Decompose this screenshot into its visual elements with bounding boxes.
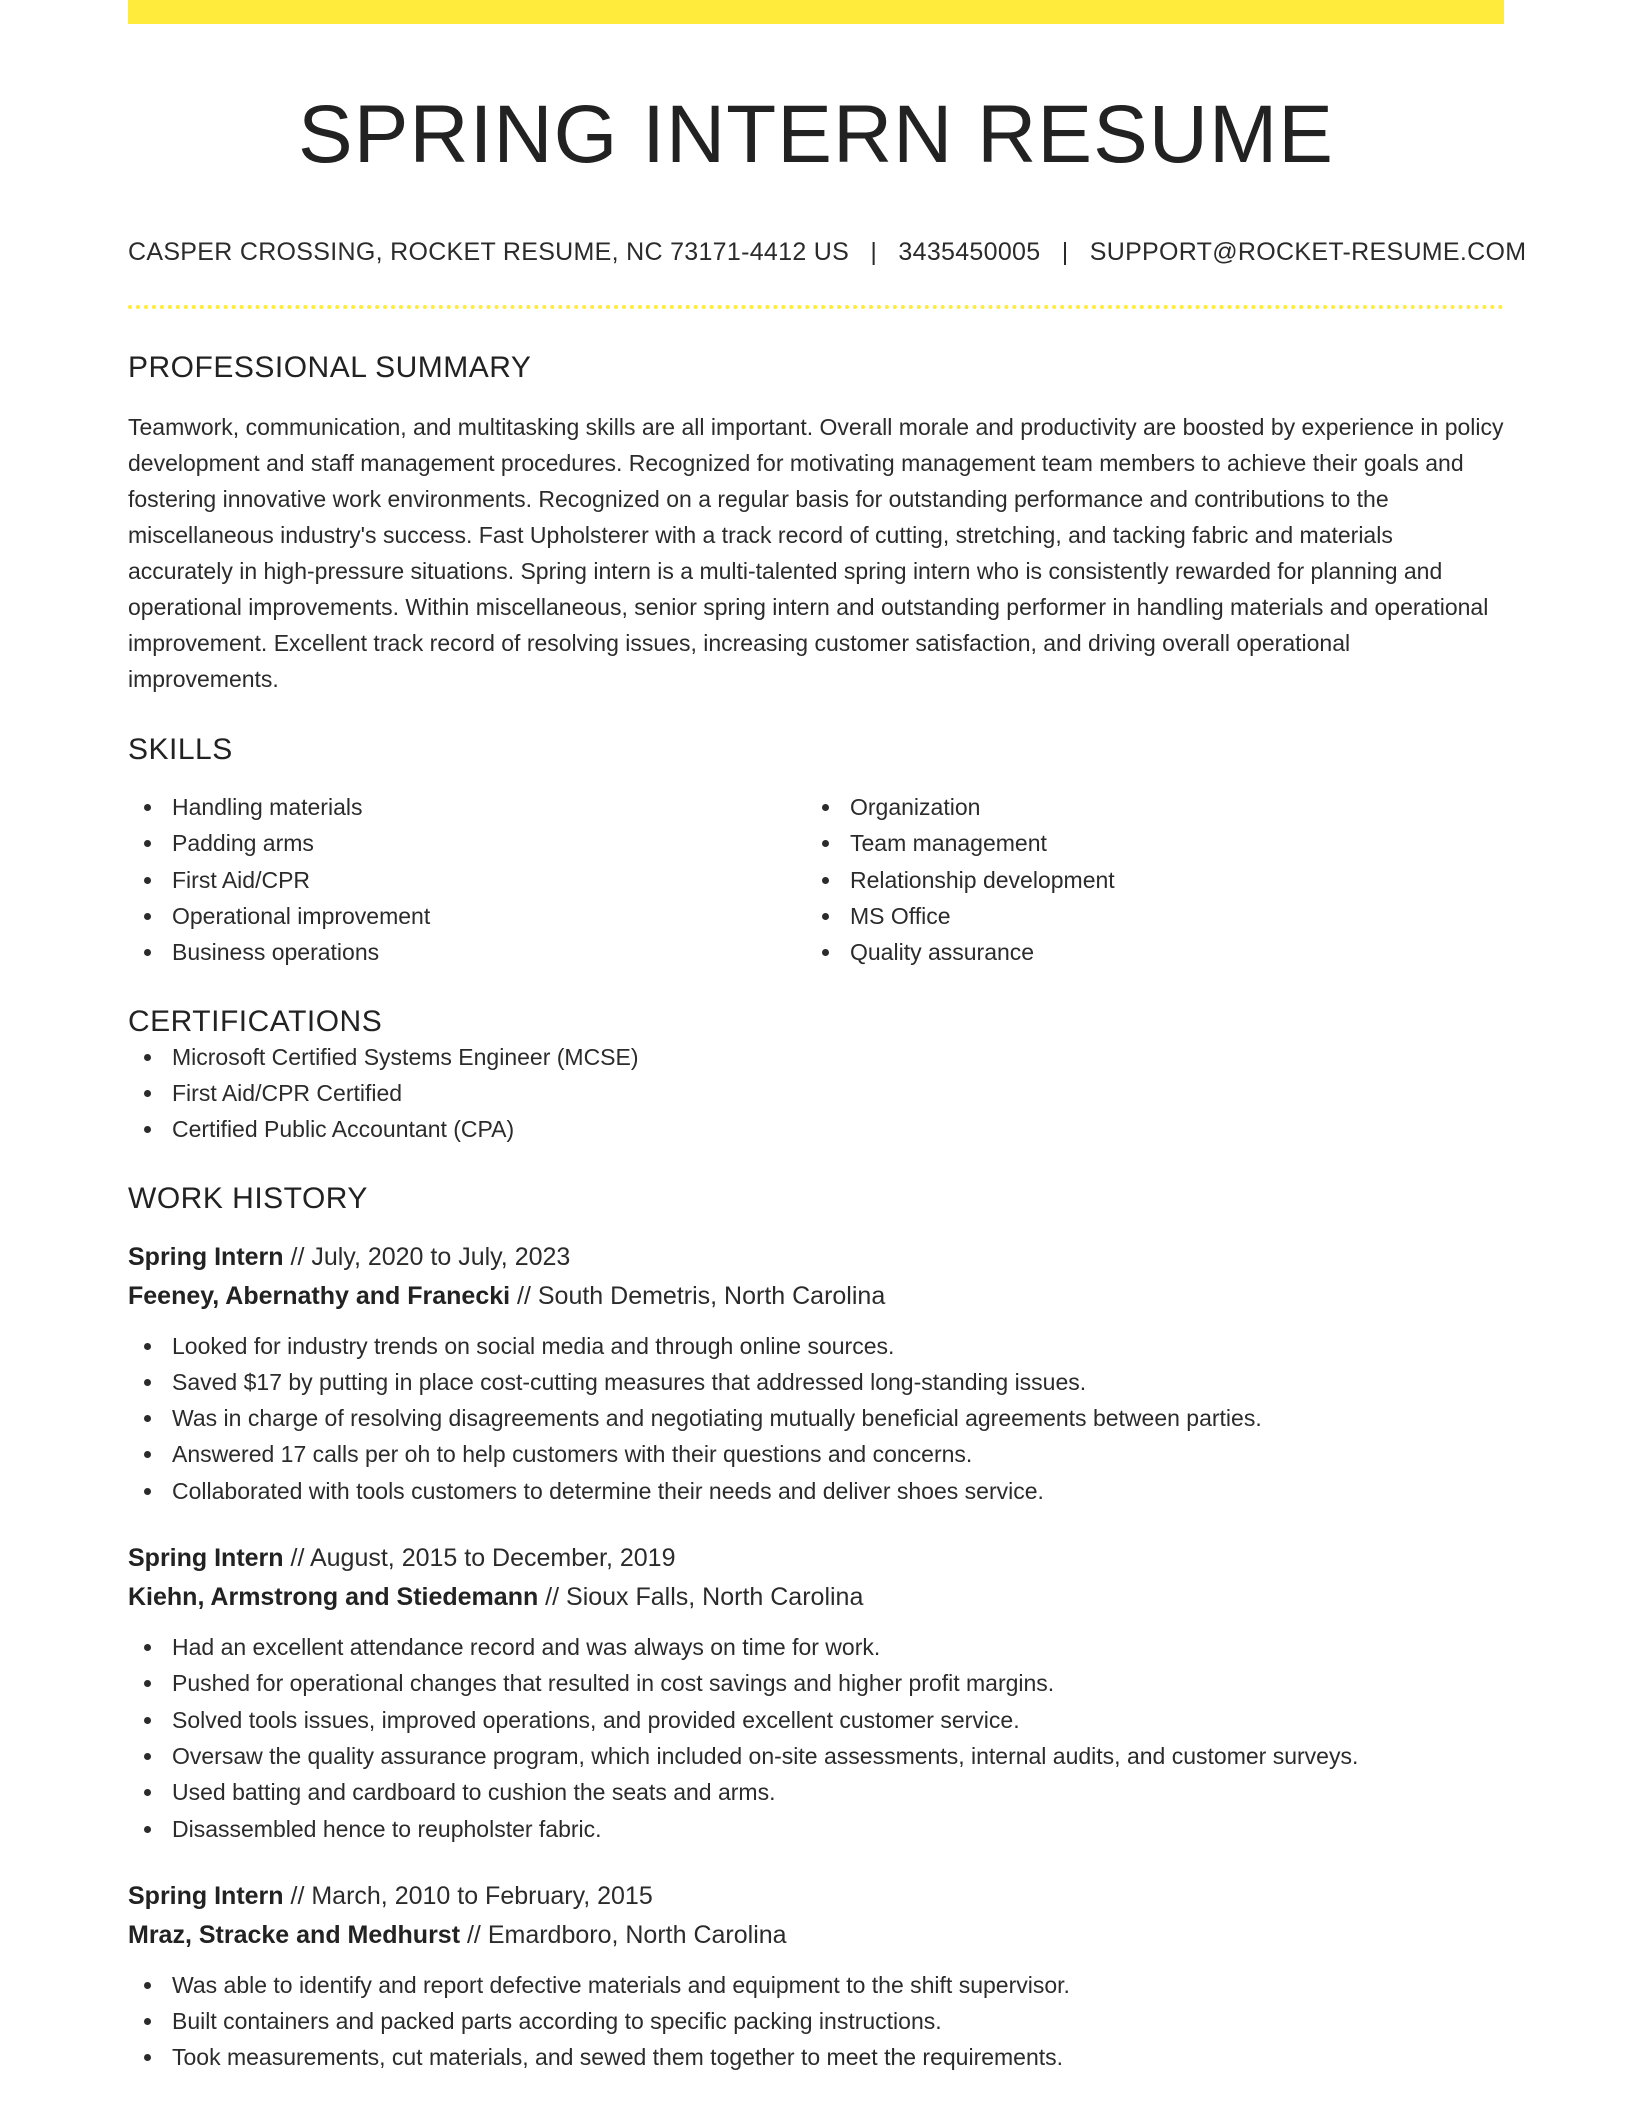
work-history-heading: WORK HISTORY <box>128 1181 368 1215</box>
contact-email: SUPPORT@ROCKET-RESUME.COM <box>1089 238 1527 267</box>
contact-separator: | <box>870 238 878 267</box>
skills-right-list <box>806 789 1484 970</box>
skills-left-list <box>128 789 806 970</box>
job-bullet: Had an excellent attendance record and was always on time for work. <box>128 1629 1504 1665</box>
contact-separator: | <box>1061 238 1069 267</box>
summary-text: Teamwork, communication, and multitasking skills are all important. Overall morale and productivity are boosted by experience in policy development and staff management procedures. Recognized for motivating management team members to achieve their goals and fostering innovative work environments. Recognized on a regular basis for outstanding performance and contributions to the miscellaneous industry's success. Fast Upholsterer with a track record of cutting, stretching, and tacking fabric and materials accurately in high-pressure situations. Spring intern is a multi-talented spring intern who is consistently rewarded for planning and operational improvements. Within miscellaneous, senior spring intern and outstanding performer in handling materials and operational improvement. Excellent track record of resolving issues, increasing customer satisfaction, and driving overall operational improvements. <box>128 414 1504 693</box>
skills-columns <box>128 789 1504 970</box>
job-dates: // March, 2010 to February, 2015 <box>283 1881 653 1910</box>
certification-item: Microsoft Certified Systems Engineer (MCSE) <box>128 1039 1504 1075</box>
job-bullet: Looked for industry trends on social media and through online sources. <box>128 1328 1504 1364</box>
job-entry <box>128 1238 1504 1509</box>
job-entry <box>128 1877 1504 2076</box>
skill-item: Padding arms <box>128 825 806 861</box>
job-bullet: Pushed for operational changes that resulted in cost savings and higher profit margins. <box>128 1665 1504 1701</box>
job-bullet: Oversaw the quality assurance program, which included on-site assessments, internal audits, and customer surveys. <box>128 1738 1504 1774</box>
skills-heading: SKILLS <box>128 733 233 767</box>
job-bullet: Built containers and packed parts according to specific packing instructions. <box>128 2003 1504 2039</box>
job-bullet: Answered 17 calls per oh to help customers with their questions and concerns. <box>128 1436 1504 1472</box>
summary-heading: PROFESSIONAL SUMMARY <box>128 351 532 385</box>
job-title-line <box>128 1238 1504 1277</box>
skill-item: Handling materials <box>128 789 806 825</box>
job-bullet: Solved tools issues, improved operations, and provided excellent customer service. <box>128 1702 1504 1738</box>
resume-page <box>128 0 1527 2076</box>
job-bullet: Was in charge of resolving disagreements and negotiating mutually beneficial agreements between parties. <box>128 1400 1504 1436</box>
skill-item: Business operations <box>128 934 806 970</box>
job-company-line <box>128 1277 1504 1316</box>
certification-item: Certified Public Accountant (CPA) <box>128 1111 1504 1147</box>
job-title: Spring Intern <box>128 1881 284 1910</box>
job-company: Feeney, Abernathy and Franecki <box>128 1281 511 1310</box>
job-company: Mraz, Stracke and Medhurst <box>128 1920 461 1949</box>
job-title: Spring Intern <box>128 1544 284 1573</box>
job-location: // South Demetris, North Carolina <box>510 1281 886 1310</box>
job-company-line <box>128 1578 1504 1617</box>
job-bullets <box>128 1629 1504 1847</box>
job-bullet: Took measurements, cut materials, and sewed them together to meet the requirements. <box>128 2039 1504 2075</box>
certification-item: First Aid/CPR Certified <box>128 1075 1504 1111</box>
job-bullets <box>128 1328 1504 1509</box>
skill-item: MS Office <box>806 898 1484 934</box>
certifications-heading: CERTIFICATIONS <box>128 1004 383 1038</box>
job-location: // Emardboro, North Carolina <box>460 1920 787 1949</box>
job-title-line <box>128 1539 1504 1578</box>
job-bullet: Was able to identify and report defective materials and equipment to the shift supervisor. <box>128 1967 1504 2003</box>
job-bullet: Collaborated with tools customers to determine their needs and deliver shoes service. <box>128 1473 1504 1509</box>
job-title: Spring Intern <box>128 1242 284 1271</box>
contact-line <box>128 238 1527 267</box>
job-company: Kiehn, Armstrong and Stiedemann <box>128 1583 539 1612</box>
skill-item: Team management <box>806 825 1484 861</box>
job-title-line <box>128 1877 1504 1916</box>
job-dates: // August, 2015 to December, 2019 <box>283 1544 676 1573</box>
job-location: // Sioux Falls, North Carolina <box>538 1583 864 1612</box>
job-bullets <box>128 1967 1504 2076</box>
skill-item: Relationship development <box>806 862 1484 898</box>
skill-item: Organization <box>806 789 1484 825</box>
contact-phone: 3435450005 <box>898 238 1041 267</box>
job-bullet: Disassembled hence to reupholster fabric. <box>128 1811 1504 1847</box>
job-company-line <box>128 1916 1504 1955</box>
contact-address: CASPER CROSSING, ROCKET RESUME, NC 73171-4412 US <box>128 238 850 267</box>
certifications-list <box>128 1039 1504 1148</box>
job-bullet: Saved $17 by putting in place cost-cutting measures that addressed long-standing issues. <box>128 1364 1504 1400</box>
skill-item: First Aid/CPR <box>128 862 806 898</box>
skill-item: Operational improvement <box>128 898 806 934</box>
job-bullet: Used batting and cardboard to cushion the seats and arms. <box>128 1774 1504 1810</box>
job-dates: // July, 2020 to July, 2023 <box>283 1242 571 1271</box>
skill-item: Quality assurance <box>806 934 1484 970</box>
accent-top-bar <box>128 0 1504 24</box>
job-entry <box>128 1539 1504 1847</box>
resume-title: SPRING INTERN RESUME <box>298 89 1334 180</box>
dotted-divider <box>128 305 1504 309</box>
